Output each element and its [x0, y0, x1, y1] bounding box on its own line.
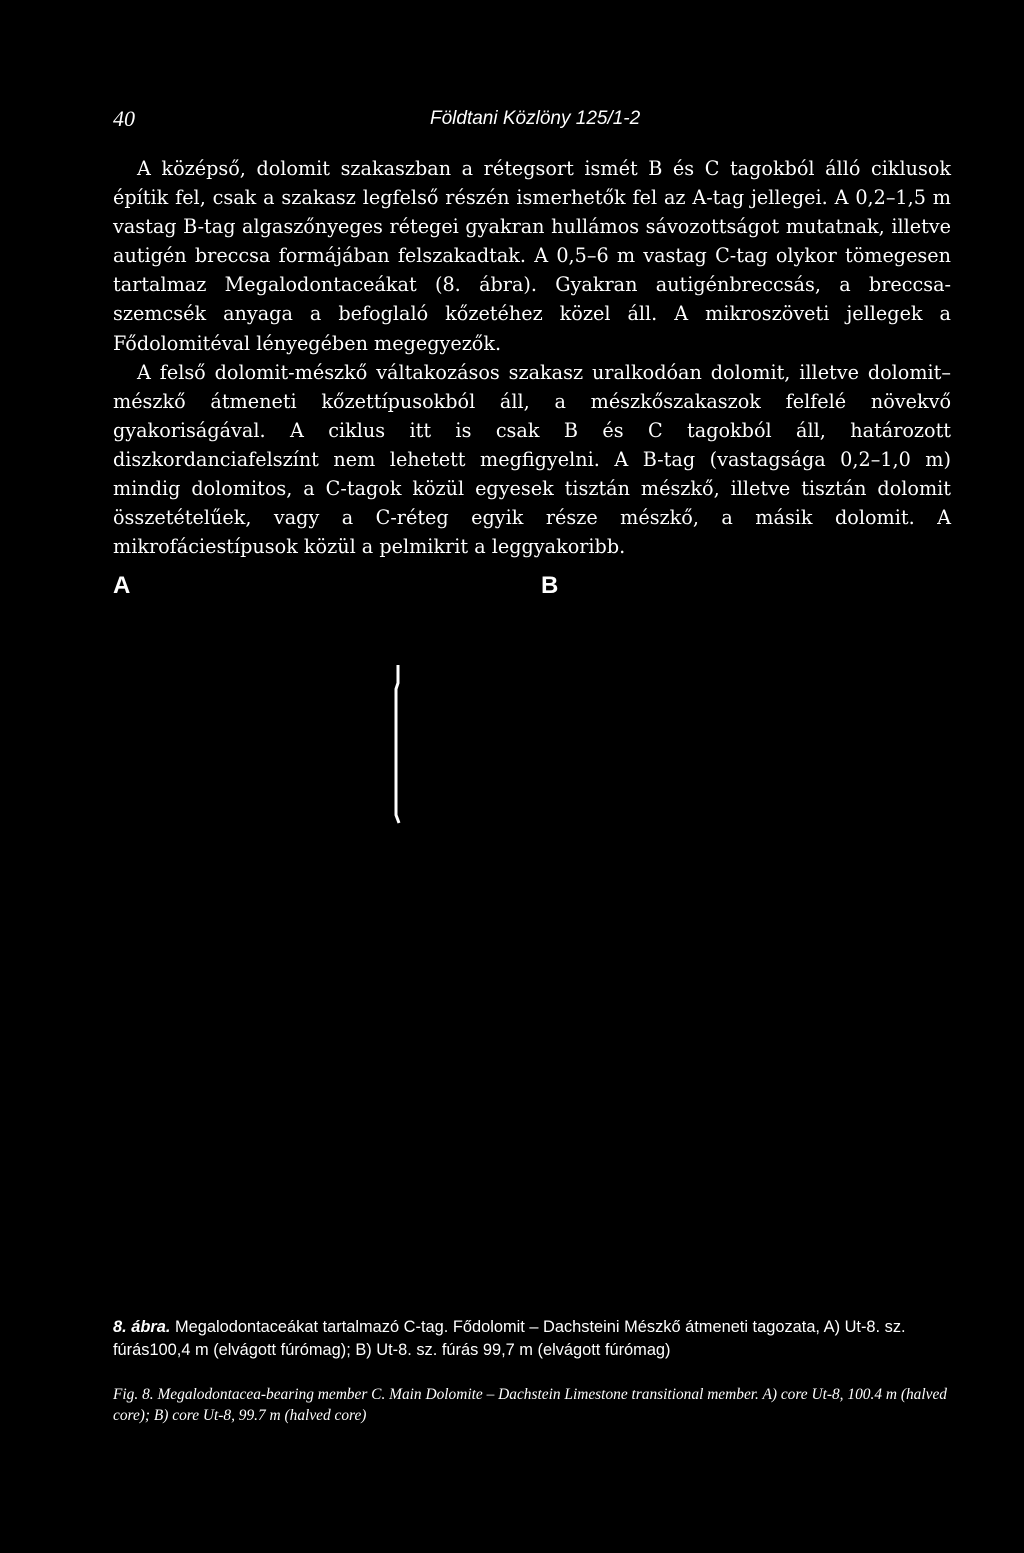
- figure-panel-label-b: B: [541, 572, 559, 599]
- figure-caption-text-en: Megalodontacea-bearing member C. Main Dolomite – Dachstein Limestone transitional member. A) core Ut-8, 100.4 m (halved core); B) core Ut-8, 99.7 m (halved core): [113, 1386, 947, 1424]
- paragraph-middle-section: A középső, dolomit szakaszban a rétegsort ismét B és C tagokból álló ciklusok építik fel, csak a szakasz legfelső részén ismerhetők fel az A-tag jellegei. A 0,2–1,5 m vastag B-tag algaszőnyeges rétegei gyakran hullámos sávozottságot mutatnak, illetve autigén breccsa formájában felszakadtak. A 0,5–6 m vastag C-tag olykor tömegesen tartalmaz Megalodontaceákat (8. ábra). Gyakran autigénbreccsás, a breccsa-szemcsék anyaga a befoglaló kőzetéhez közel áll. A mikroszöveti jellegek a Fődolomitéval lényegében megegyezők.: [113, 157, 951, 355]
- figure-panel-label-a: A: [113, 572, 131, 599]
- page-number: 40: [113, 106, 135, 131]
- journal-title: Földtani Közlöny 125/1-2: [430, 108, 641, 129]
- figure-caption-text: Megalodontaceákat tartalmazó C-tag. Fődolomit – Dachsteini Mészkő átmeneti tagozata, A) Ut-8. sz. fúrás100,4 m (elvágott fúrómag); B) Ut-8. sz. fúrás 99,7 m (elvágott fúrómag): [113, 1318, 906, 1359]
- core-sample-edge: [393, 665, 403, 825]
- paragraph-upper-section: A felső dolomit-mészkő váltakozásos szakasz uralkodóan dolomit, illetve dolomit–mészkő átmeneti kőzettípusokból áll, a mészkőszakaszok felfelé növekvő gyakoriságával. A ciklus itt is csak B és C tagokból áll, határozott diszkordanciafelszínt nem lehetett megfigyelni. A B-tag (vastagsága 0,2–1,0 m) mindig dolomitos, a C-tagok közül egyesek tisztán mészkő, illetve tisztán dolomit összetételűek, vagy a C-réteg egyik része mészkő, a másik dolomit. A mikrofáciestípusok közül a pelmikrit a leggyakoribb.: [113, 360, 951, 559]
- figure-caption-label-en: Fig. 8.: [113, 1386, 154, 1403]
- figure-caption-english: [113, 1384, 951, 1426]
- article-body: [113, 154, 951, 561]
- figure-caption-hungarian: [113, 1316, 951, 1362]
- page-header: [113, 106, 903, 134]
- figure-caption-label: 8. ábra.: [113, 1318, 171, 1336]
